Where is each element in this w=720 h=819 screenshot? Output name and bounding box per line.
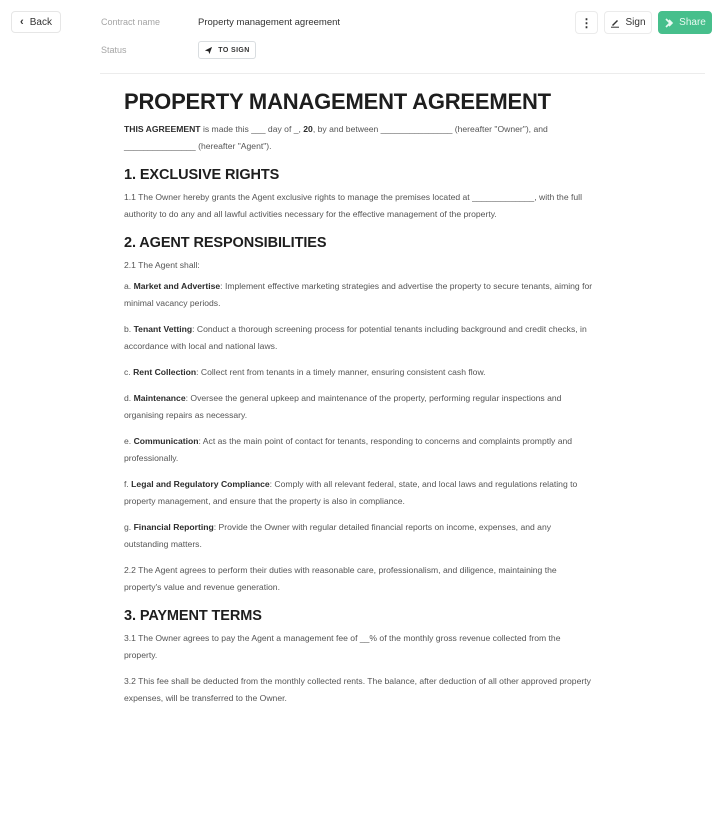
bottom-fade-overlay [0, 730, 720, 819]
item-text: : Collect rent from tenants in a timely manner, ensuring consistent cash flow. [196, 367, 486, 377]
section-heading-payment-terms: 3. PAYMENT TERMS [124, 608, 262, 624]
item-prefix: e. [124, 436, 134, 446]
item-term: Market and Advertise [133, 281, 221, 291]
section-heading-agent-responsibilities: 2. AGENT RESPONSIBILITIES [124, 235, 327, 251]
back-button[interactable] [11, 11, 61, 33]
item-term: Rent Collection [133, 367, 197, 377]
item-prefix: a. [124, 281, 134, 291]
share-icon [664, 18, 674, 28]
clause-2-1: 2.1 The Agent shall: [124, 260, 200, 270]
item-term: Communication [133, 436, 199, 446]
sign-button[interactable] [604, 11, 652, 34]
clause-item-c [124, 364, 594, 381]
status-value: TO SIGN [218, 46, 250, 54]
item-term: Financial Reporting [133, 522, 214, 532]
item-term: Tenant Vetting [133, 324, 193, 334]
top-bar [0, 0, 720, 74]
clause-1-1: 1.1 The Owner hereby grants the Agent exclusive rights to manage the premises located at _____________, with the full authority to do any and all lawful activities necessary for the effective management of the property. [124, 192, 582, 219]
item-prefix: c. [124, 367, 134, 377]
chevron-left-icon: ‹ [20, 15, 24, 28]
item-text: : Comply with all relevant federal, state, and local laws and regulations relating to property management, and ensure that the property is also in compliance. [124, 479, 578, 506]
intro-text: is made this ___ day of _, [200, 124, 304, 134]
clause-item-b [124, 321, 594, 355]
clause-3-2: 3.2 This fee shall be deducted from the monthly collected rents. The balance, after deduction of all other approved property expenses, will be transferred to the Owner. [124, 676, 591, 703]
intro-paragraph [124, 121, 594, 155]
item-term: Maintenance [133, 393, 186, 403]
item-prefix: g. [124, 522, 134, 532]
clause-item-d [124, 390, 594, 424]
clause-item-f [124, 476, 594, 510]
contract-name-value: Property management agreement [198, 17, 341, 28]
item-text: : Conduct a thorough screening process for potential tenants including background and credit checks, in accordance with local and national laws. [124, 324, 587, 351]
sign-label: Sign [625, 17, 646, 28]
back-label: Back [29, 16, 52, 28]
status-badge [198, 41, 256, 59]
header-divider [100, 73, 705, 74]
clause-2-2: 2.2 The Agent agrees to perform their duties with reasonable care, professionalism, and diligence, maintaining the property's value and revenue generation. [124, 565, 557, 592]
item-text: : Oversee the general upkeep and maintenance of the property, performing regular inspections and organising repairs as necessary. [124, 393, 562, 420]
intro-bold: THIS AGREEMENT [124, 124, 201, 134]
clause-item-e [124, 433, 594, 467]
section-heading-exclusive-rights: 1. EXCLUSIVE RIGHTS [124, 167, 280, 183]
item-prefix: b. [124, 324, 134, 334]
header-actions [575, 11, 712, 34]
clause-3-1: 3.1 The Owner agrees to pay the Agent a management fee of __% of the monthly gross revenue collected from the property. [124, 633, 561, 660]
item-text: : Provide the Owner with regular detailed financial reports on income, expenses, and any outstanding matters. [124, 522, 552, 549]
contract-name-label: Contract name [101, 17, 161, 27]
send-icon [204, 46, 213, 55]
more-vertical-icon: ⋮ [580, 15, 593, 30]
contract-document [124, 88, 594, 716]
status-label: Status [101, 45, 127, 55]
item-term: Legal and Regulatory Compliance [131, 479, 270, 489]
item-text: : Implement effective marketing strategies and advertise the property to secure tenants, aiming for minimal vacancy periods. [124, 281, 593, 308]
clause-item-a [124, 278, 594, 312]
item-prefix: d. [124, 393, 134, 403]
signature-icon [610, 18, 620, 28]
intro-text-2: , by and between _______________ (hereafter "Owner"), and _______________ (hereafter "Agent"). [124, 124, 548, 151]
intro-year: 20 [303, 124, 313, 134]
item-prefix: f. [124, 479, 132, 489]
share-label: Share [679, 17, 706, 28]
item-text: : Act as the main point of contact for tenants, responding to concerns and complaints promptly and professionally. [124, 436, 573, 463]
clause-item-g [124, 519, 594, 553]
share-button[interactable] [658, 11, 712, 34]
more-options-button[interactable] [575, 11, 598, 34]
document-title: PROPERTY MANAGEMENT AGREEMENT [124, 89, 551, 114]
